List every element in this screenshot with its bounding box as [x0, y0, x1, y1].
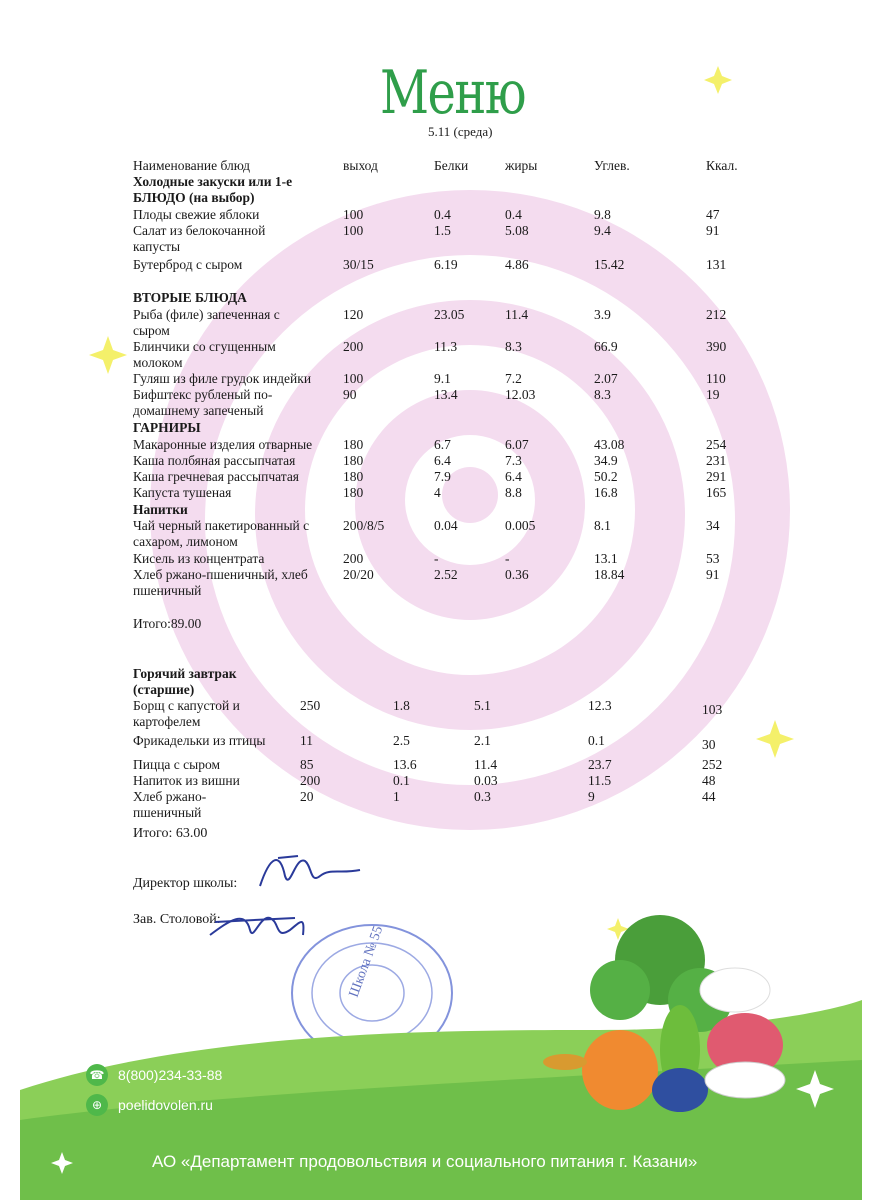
output-cell: 30/15 [343, 257, 374, 272]
fat-cell: 7.2 [505, 371, 522, 386]
column-header-protein: Белки [434, 158, 469, 173]
carbs-cell: 18.84 [594, 567, 625, 582]
kcal-cell: 19 [706, 387, 720, 402]
protein-cell: 13.6 [393, 757, 417, 772]
dish-name: Капуста тушеная [133, 485, 232, 500]
output-cell: 90 [343, 387, 357, 402]
phone-icon: ☎ [86, 1064, 108, 1086]
kcal-cell: 30 [702, 737, 716, 752]
fat-cell: 5.1 [474, 698, 491, 713]
fat-cell: 11.4 [474, 757, 498, 772]
dish-name: Бутерброд с сыром [133, 257, 243, 272]
output-cell: 120 [343, 307, 364, 322]
carbs-cell: 13.1 [594, 551, 618, 566]
carbs-cell: 0.1 [588, 733, 605, 748]
fat-cell: 8.3 [505, 339, 522, 354]
section-title: Напитки [133, 502, 188, 517]
dish-name: сыром [133, 323, 170, 338]
dish-name: Напиток из вишни [133, 773, 240, 788]
dish-name: Гуляш из филе грудок индейки [133, 371, 312, 386]
kcal-cell: 212 [706, 307, 727, 322]
fat-cell: 2.1 [474, 733, 491, 748]
dish-name: капусты [133, 239, 181, 254]
kcal-cell: 252 [702, 757, 723, 772]
carbs-cell: 16.8 [594, 485, 618, 500]
output-cell: 20/20 [343, 567, 374, 582]
carbs-cell: 15.42 [594, 257, 625, 272]
carbs-cell: 11.5 [588, 773, 612, 788]
dish-name: Фрикадельки из птицы [133, 733, 266, 748]
dish-name: пшеничный [133, 583, 202, 598]
dish-name: Пицца с сыром [133, 757, 221, 772]
director-signature-label: Директор школы: [133, 876, 238, 891]
dish-name: Макаронные изделия отварные [133, 437, 313, 452]
dish-name: молоком [133, 355, 183, 370]
dish-name: Хлеб ржано- [133, 789, 207, 804]
section-title: ВТОРЫЕ БЛЮДА [133, 290, 247, 305]
dish-name: Плоды свежие яблоки [133, 207, 260, 222]
protein-cell: 0.04 [434, 518, 458, 533]
column-header-kcal: Ккал. [706, 158, 738, 173]
protein-cell: 4 [434, 485, 441, 500]
kcal-cell: 48 [702, 773, 716, 788]
dish-name: пшеничный [133, 805, 202, 820]
protein-cell: 6.7 [434, 437, 451, 452]
carbs-cell: 9 [588, 789, 595, 804]
protein-cell: 1 [393, 789, 400, 804]
protein-cell: 2.5 [393, 733, 410, 748]
carbs-cell: 8.1 [594, 518, 611, 533]
output-cell: 180 [343, 469, 364, 484]
kcal-cell: 165 [706, 485, 727, 500]
fat-cell: 6.07 [505, 437, 529, 452]
menu-date: 5.11 (среда) [428, 124, 493, 139]
output-cell: 85 [300, 757, 314, 772]
output-cell: 100 [343, 223, 364, 238]
dish-name: Каша полбяная рассыпчатая [133, 453, 296, 468]
kcal-cell: 110 [706, 371, 726, 386]
kcal-cell: 254 [706, 437, 727, 452]
dish-name: картофелем [133, 714, 201, 729]
star-icon [89, 336, 127, 374]
total-price: Итого:89.00 [133, 616, 202, 631]
dish-name: Рыба (филе) запеченная с [133, 307, 280, 322]
fat-cell: 6.4 [505, 469, 522, 484]
kcal-cell: 91 [706, 223, 720, 238]
protein-cell: 0.4 [434, 207, 451, 222]
kcal-cell: 53 [706, 551, 720, 566]
carbs-cell: 2.07 [594, 371, 618, 386]
fat-cell: 0.005 [505, 518, 536, 533]
dish-name: Блинчики со сгущенным [133, 339, 276, 354]
output-cell: 20 [300, 789, 314, 804]
fat-cell: 0.03 [474, 773, 498, 788]
protein-cell: 11.3 [434, 339, 458, 354]
kcal-cell: 390 [706, 339, 727, 354]
carbs-cell: 9.4 [594, 223, 611, 238]
kcal-cell: 291 [706, 469, 727, 484]
output-cell: 200 [300, 773, 321, 788]
kcal-cell: 131 [706, 257, 727, 272]
dish-name: Бифштекс рубленый по- [133, 387, 273, 402]
output-cell: 200 [343, 551, 364, 566]
carbs-cell: 66.9 [594, 339, 618, 354]
column-header-carbs: Углев. [594, 158, 630, 173]
kcal-cell: 103 [702, 702, 723, 717]
kcal-cell: 44 [702, 789, 716, 804]
star-icon [704, 66, 732, 94]
protein-cell: - [434, 551, 439, 566]
output-cell: 11 [300, 733, 313, 748]
protein-cell: 1.5 [434, 223, 451, 238]
kcal-cell: 47 [706, 207, 720, 222]
protein-cell: 9.1 [434, 371, 451, 386]
star-icon [756, 720, 794, 758]
tray-icon [543, 1054, 587, 1070]
output-cell: 200 [343, 339, 364, 354]
canteen-head-signature-label: Зав. Столовой: [133, 912, 221, 927]
chef-hat-icon [700, 968, 770, 1012]
fat-cell: 0.4 [505, 207, 522, 222]
carbs-cell: 34.9 [594, 453, 618, 468]
dish-name: Салат из белокочанной [133, 223, 266, 238]
fat-cell: 5.08 [505, 223, 529, 238]
column-header-output: выход [343, 158, 378, 173]
output-cell: 180 [343, 453, 364, 468]
protein-cell: 7.9 [434, 469, 451, 484]
protein-cell: 2.52 [434, 567, 458, 582]
protein-cell: 6.4 [434, 453, 451, 468]
page-title: Меню [380, 58, 525, 128]
dish-name: Каша гречневая рассыпчатая [133, 469, 300, 484]
fat-cell: 11.4 [505, 307, 529, 322]
protein-cell: 0.1 [393, 773, 410, 788]
dish-name: Хлеб ржано-пшеничный, хлеб [133, 567, 308, 582]
kcal-cell: 91 [706, 567, 720, 582]
fat-cell: 0.3 [474, 789, 491, 804]
protein-cell: 23.05 [434, 307, 465, 322]
section-title: Холодные закуски или 1-е [133, 174, 293, 189]
carbs-cell: 12.3 [588, 698, 612, 713]
carbs-cell: 50.2 [594, 469, 618, 484]
broccoli-icon [590, 960, 650, 1020]
dish-name: Чай черный пакетированный с [133, 518, 310, 533]
carbs-cell: 8.3 [594, 387, 611, 402]
carbs-cell: 43.08 [594, 437, 625, 452]
fat-cell: - [505, 551, 510, 566]
carbs-cell: 9.8 [594, 207, 611, 222]
carbs-cell: 3.9 [594, 307, 611, 322]
dish-name: Борщ с капустой и [133, 698, 240, 713]
fat-cell: 8.8 [505, 485, 522, 500]
phone-number[interactable]: 8(800)234-33-88 [118, 1067, 223, 1083]
column-header-name: Наименование блюд [133, 158, 251, 173]
bowl-icon [705, 1062, 785, 1098]
kcal-cell: 231 [706, 453, 727, 468]
output-cell: 250 [300, 698, 321, 713]
onion-character-icon [582, 1030, 658, 1110]
column-header-fat: жиры [505, 158, 538, 173]
dish-name: Кисель из концентрата [133, 551, 265, 566]
globe-icon: ⊕ [86, 1094, 108, 1116]
carbs-cell: 23.7 [588, 757, 612, 772]
website-link[interactable]: poelidovolen.ru [118, 1097, 213, 1113]
kcal-cell: 34 [706, 518, 720, 533]
fat-cell: 0.36 [505, 567, 529, 582]
protein-cell: 6.19 [434, 257, 458, 272]
output-cell: 100 [343, 207, 364, 222]
protein-cell: 13.4 [434, 387, 458, 402]
protein-cell: 1.8 [393, 698, 410, 713]
total-price: Итого: 63.00 [133, 826, 208, 841]
output-cell: 180 [343, 437, 364, 452]
fat-cell: 7.3 [505, 453, 522, 468]
cucumber-character-body [652, 1068, 708, 1112]
output-cell: 180 [343, 485, 364, 500]
department-name: АО «Департамент продовольствия и социального питания г. Казани» [152, 1152, 698, 1171]
section-title: БЛЮДО (на выбор) [133, 190, 255, 205]
output-cell: 200/8/5 [343, 518, 385, 533]
section-title: Горячий завтрак [133, 666, 237, 681]
fat-cell: 12.03 [505, 387, 536, 402]
section-title: ГАРНИРЫ [133, 420, 201, 435]
output-cell: 100 [343, 371, 364, 386]
stamp-label: Школа № 55 [346, 924, 387, 1000]
section-title: (старшие) [133, 682, 195, 697]
fat-cell: 4.86 [505, 257, 529, 272]
dish-name: сахаром, лимоном [133, 534, 238, 549]
dish-name: домашнему запеченый [133, 403, 264, 418]
